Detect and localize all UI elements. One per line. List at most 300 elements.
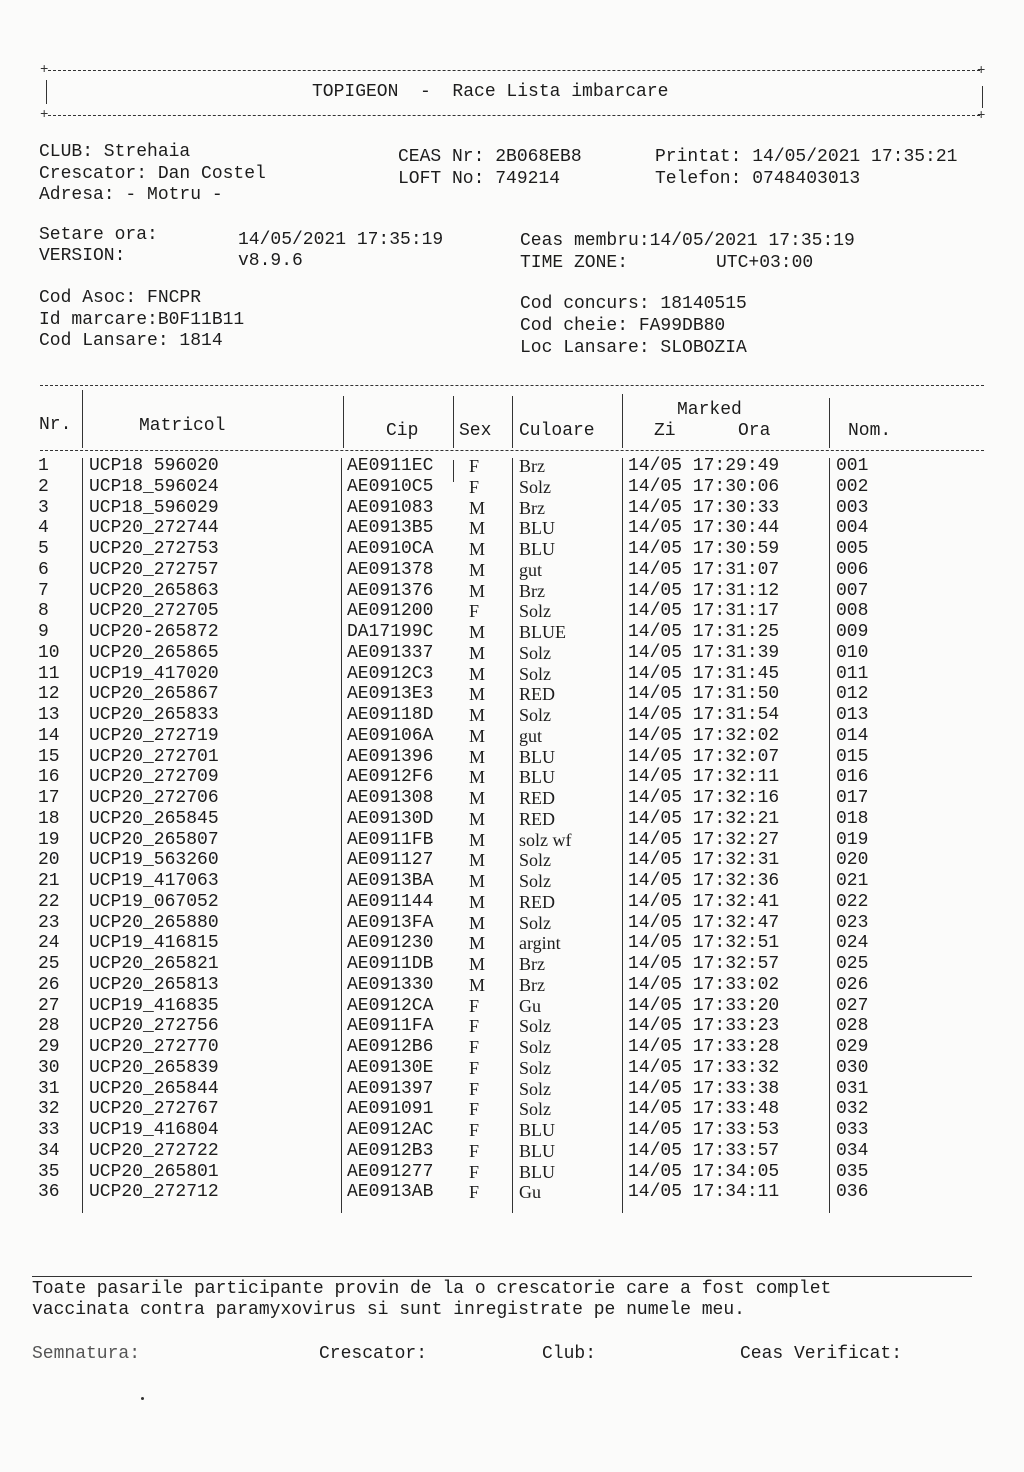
table-row [0, 1037, 1024, 1058]
ink-dot [141, 1397, 144, 1400]
row-culoare: BLU [519, 1161, 555, 1182]
row-nom: 017 [836, 788, 869, 808]
row-nom: 020 [836, 850, 869, 871]
row-sex: F [469, 1140, 480, 1161]
row-cip: AE091397 [347, 1078, 434, 1099]
row-nr: 29 [38, 1037, 60, 1057]
row-marked: 14/05 17:32:07 [628, 746, 780, 767]
row-nom: 003 [836, 497, 869, 518]
row-nr: 12 [38, 684, 60, 705]
table-row [0, 871, 1024, 892]
row-matricol: UCP20_272744 [89, 518, 219, 539]
row-cip: AE0910CA [347, 539, 434, 559]
row-nr: 28 [38, 1016, 60, 1037]
header-sex: Sex [459, 421, 492, 441]
col-divider-marked [829, 398, 830, 448]
row-nom: 002 [836, 476, 869, 497]
row-nom: 014 [836, 725, 869, 746]
row-nr: 16 [38, 767, 60, 788]
row-marked: 14/05 17:31:54 [628, 705, 780, 725]
cod-asoc: Cod Asoc: FNCPR [39, 288, 202, 308]
row-nr: 10 [38, 642, 60, 663]
row-nr: 5 [38, 539, 49, 559]
row-nr: 1 [38, 456, 49, 476]
statement-line-1: Toate pasarile participante provin de la o crescatorie care a fost complet [32, 1279, 832, 1299]
row-culoare: Brz [519, 497, 545, 518]
row-sex: M [469, 725, 486, 746]
table-row [0, 1099, 1024, 1120]
row-culoare: Solz [519, 1037, 552, 1057]
row-nom: 005 [836, 539, 869, 559]
row-cip: AE0912CA [347, 995, 434, 1016]
table-row [0, 684, 1024, 705]
row-cip: AE0911DB [347, 954, 434, 974]
row-marked: 14/05 17:33:32 [628, 1057, 780, 1078]
row-nom: 030 [836, 1057, 869, 1078]
row-culoare: Gu [519, 1182, 541, 1203]
row-cip: AE091127 [347, 850, 434, 871]
row-matricol: UCP18_596029 [89, 497, 219, 518]
row-cip: AE0913FA [347, 912, 434, 933]
row-nom: 025 [836, 954, 869, 974]
table-row [0, 477, 1024, 498]
crescator-line: Crescator: Dan Costel [39, 164, 266, 184]
row-marked: 14/05 17:31:12 [628, 580, 780, 601]
row-culoare: BLU [519, 746, 555, 767]
col-divider-culoare [622, 394, 623, 448]
row-cip: AE0912C3 [347, 663, 434, 684]
row-marked: 14/05 17:32:47 [628, 912, 780, 933]
row-culoare: BLUE [519, 622, 566, 642]
row-marked: 14/05 17:30:59 [628, 539, 780, 559]
title-box-corner-tr: + [977, 63, 986, 79]
row-marked: 14/05 17:33:28 [628, 1037, 780, 1057]
statement-line-2: vaccinata contra paramyxovirus si sunt inregistrate pe numele meu. [32, 1300, 745, 1320]
row-sex: F [469, 1120, 480, 1140]
header-culoare: Culoare [519, 421, 595, 441]
row-matricol: UCP20_265863 [89, 580, 219, 601]
table-row [0, 1058, 1024, 1079]
row-marked: 14/05 17:30:44 [628, 518, 780, 539]
time-zone-label: TIME ZONE: [520, 253, 629, 273]
row-matricol: UCP20_265880 [89, 912, 219, 933]
table-row [0, 643, 1024, 664]
row-culoare: Solz [519, 601, 552, 622]
row-sex: M [469, 518, 486, 539]
row-nr: 33 [38, 1120, 60, 1140]
row-culoare: Solz [519, 642, 552, 663]
row-sex: F [469, 1037, 480, 1057]
row-cip: AE0911FB [347, 829, 434, 850]
row-sex: M [469, 746, 486, 767]
row-nr: 18 [38, 808, 60, 829]
row-culoare: Solz [519, 663, 552, 684]
header-nom: Nom. [848, 421, 892, 441]
row-culoare: Solz [519, 705, 552, 725]
col-divider-nr [82, 390, 83, 448]
row-culoare: Solz [519, 850, 552, 871]
row-matricol: UCP20_272767 [89, 1099, 219, 1120]
row-nr: 6 [38, 559, 49, 580]
row-sex: M [469, 580, 486, 601]
row-cip: AE0913BA [347, 871, 434, 891]
row-marked: 14/05 17:31:45 [628, 663, 780, 684]
row-marked: 14/05 17:32:36 [628, 871, 780, 891]
setare-ora-label: Setare ora: [39, 225, 158, 245]
loc-lansare: Loc Lansare: SLOBOZIA [520, 338, 747, 358]
row-matricol: UCP19_563260 [89, 850, 219, 871]
col-divider-sex [512, 396, 513, 448]
row-cip: AE09130D [347, 808, 434, 829]
row-nr: 31 [38, 1078, 60, 1099]
row-sex: M [469, 684, 486, 705]
row-sex: F [469, 1182, 480, 1203]
row-sex: F [469, 476, 480, 497]
row-culoare: Solz [519, 871, 552, 891]
row-marked: 14/05 17:33:20 [628, 995, 780, 1016]
row-nom: 015 [836, 746, 869, 767]
row-cip: AE091277 [347, 1161, 434, 1182]
club-line: CLUB: Strehaia [39, 142, 191, 162]
row-marked: 14/05 17:32:27 [628, 829, 780, 850]
row-matricol: UCP20_272753 [89, 539, 219, 559]
row-sex: F [469, 1016, 480, 1037]
row-culoare: Solz [519, 1016, 552, 1037]
row-nom: 004 [836, 518, 869, 539]
table-header-top-border [40, 385, 984, 386]
row-culoare: RED [519, 788, 555, 808]
row-sex: F [469, 1057, 480, 1078]
row-matricol: UCP20_272757 [89, 559, 219, 580]
page-title: TOPIGEON - Race Lista imbarcare [312, 82, 669, 102]
row-sex: F [469, 1078, 480, 1099]
row-matricol: UCP20_265845 [89, 808, 219, 829]
row-nom: 034 [836, 1140, 869, 1161]
row-cip: AE091308 [347, 788, 434, 808]
printat: Printat: 14/05/2021 17:35:21 [655, 147, 958, 167]
row-sex: M [469, 808, 486, 829]
row-sex: M [469, 871, 486, 891]
row-cip: AE09106A [347, 725, 434, 746]
row-cip: AE0913E3 [347, 684, 434, 705]
row-nr: 35 [38, 1161, 60, 1182]
adresa-line: Adresa: - Motru - [39, 185, 223, 205]
row-marked: 14/05 17:32:51 [628, 933, 780, 954]
footer-rule [32, 1276, 972, 1277]
row-matricol: UCP20_272770 [89, 1037, 219, 1057]
row-sex: M [469, 850, 486, 871]
row-nom: 018 [836, 808, 869, 829]
row-nr: 36 [38, 1182, 60, 1203]
row-cip: AE0910C5 [347, 476, 434, 497]
header-ora: Ora [738, 421, 771, 441]
row-marked: 14/05 17:32:02 [628, 725, 780, 746]
row-nr: 3 [38, 497, 49, 518]
row-marked: 14/05 17:34:11 [628, 1182, 780, 1203]
row-sex: F [469, 601, 480, 622]
row-matricol: UCP20-265872 [89, 622, 219, 642]
table-row [0, 913, 1024, 934]
row-matricol: UCP20_265813 [89, 974, 219, 995]
row-nom: 031 [836, 1078, 869, 1099]
title-box-right-border [982, 86, 983, 108]
title-box-left-border [46, 80, 47, 104]
table-row [0, 1079, 1024, 1100]
row-marked: 14/05 17:30:33 [628, 497, 780, 518]
row-nom: 035 [836, 1161, 869, 1182]
row-culoare: Brz [519, 456, 545, 476]
row-nr: 30 [38, 1057, 60, 1078]
row-marked: 14/05 17:32:11 [628, 767, 780, 788]
row-sex: M [469, 788, 486, 808]
row-nr: 24 [38, 933, 60, 954]
row-nr: 26 [38, 974, 60, 995]
row-nr: 19 [38, 829, 60, 850]
id-marcare: Id marcare:B0F11B11 [39, 310, 245, 330]
row-cip: AE091378 [347, 559, 434, 580]
table-row [0, 954, 1024, 975]
header-marked: Marked [677, 400, 742, 420]
table-row [0, 456, 1024, 477]
row-nr: 2 [38, 476, 49, 497]
row-nom: 036 [836, 1182, 869, 1203]
table-row [0, 664, 1024, 685]
row-nom: 026 [836, 974, 869, 995]
row-cip: AE0912AC [347, 1120, 434, 1140]
row-nr: 13 [38, 705, 60, 725]
table-row [0, 996, 1024, 1017]
row-culoare: RED [519, 684, 555, 705]
loft-no: LOFT No: 749214 [398, 169, 561, 189]
row-nom: 013 [836, 705, 869, 725]
row-culoare: solz wf [519, 829, 572, 850]
table-row [0, 726, 1024, 747]
row-nom: 029 [836, 1037, 869, 1057]
semnatura-label: Semnatura: [32, 1344, 141, 1364]
row-marked: 14/05 17:32:16 [628, 788, 780, 808]
table-row [0, 1182, 1024, 1203]
row-cip: AE09130E [347, 1057, 434, 1078]
table-header-bottom-border [40, 450, 984, 451]
col-divider-matricol [343, 396, 344, 448]
row-cip: AE091376 [347, 580, 434, 601]
row-matricol: UCP20_265833 [89, 705, 219, 725]
row-matricol: UCP20_272719 [89, 725, 219, 746]
row-matricol: UCP20_272722 [89, 1140, 219, 1161]
time-zone-value: UTC+03:00 [716, 253, 814, 273]
version-label: VERSION: [39, 246, 126, 266]
row-matricol: UCP19_416835 [89, 995, 219, 1016]
table-row [0, 1162, 1024, 1183]
header-nr: Nr. [39, 415, 72, 435]
row-matricol: UCP19_417063 [89, 871, 219, 891]
table-row [0, 539, 1024, 560]
row-nom: 028 [836, 1016, 869, 1037]
row-marked: 14/05 17:32:21 [628, 808, 780, 829]
row-marked: 14/05 17:30:06 [628, 476, 780, 497]
row-marked: 14/05 17:33:23 [628, 1016, 780, 1037]
row-culoare: RED [519, 808, 555, 829]
row-nom: 011 [836, 663, 869, 684]
row-nom: 001 [836, 456, 869, 476]
club-label: Club: [542, 1344, 597, 1364]
row-matricol: UCP19_416815 [89, 933, 219, 954]
row-nom: 019 [836, 829, 869, 850]
cod-cheie: Cod cheie: FA99DB80 [520, 316, 726, 336]
version-value: v8.9.6 [238, 251, 303, 271]
row-matricol: UCP20_272706 [89, 788, 219, 808]
row-nr: 25 [38, 954, 60, 974]
row-matricol: UCP18 596020 [89, 456, 219, 476]
row-sex: F [469, 1161, 480, 1182]
header-cip: Cip [386, 421, 419, 441]
row-nr: 21 [38, 871, 60, 891]
row-sex: M [469, 705, 486, 725]
row-nom: 024 [836, 933, 869, 954]
row-matricol: UCP20_265839 [89, 1057, 219, 1078]
row-marked: 14/05 17:33:38 [628, 1078, 780, 1099]
title-box-corner-bl: + [40, 107, 49, 123]
setare-ora-value: 14/05/2021 17:35:19 [238, 230, 444, 250]
row-culoare: RED [519, 891, 555, 912]
row-marked: 14/05 17:33:48 [628, 1099, 780, 1120]
row-culoare: Brz [519, 974, 545, 995]
row-sex: F [469, 1099, 480, 1120]
table-body [0, 456, 1024, 1203]
row-nr: 8 [38, 601, 49, 622]
row-sex: F [469, 995, 480, 1016]
row-culoare: Solz [519, 1099, 552, 1120]
table-row [0, 1016, 1024, 1037]
row-nr: 4 [38, 518, 49, 539]
row-culoare: Solz [519, 1057, 552, 1078]
row-matricol: UCP20_272705 [89, 601, 219, 622]
row-culoare: Solz [519, 1078, 552, 1099]
row-nr: 17 [38, 788, 60, 808]
row-culoare: BLU [519, 1140, 555, 1161]
row-culoare: Solz [519, 476, 552, 497]
row-matricol: UCP20_272756 [89, 1016, 219, 1037]
row-cip: AE0913AB [347, 1182, 434, 1203]
row-cip: AE091144 [347, 891, 434, 912]
row-culoare: BLU [519, 539, 555, 559]
row-nr: 9 [38, 622, 49, 642]
row-nr: 7 [38, 580, 49, 601]
row-culoare: Brz [519, 954, 545, 974]
row-marked: 14/05 17:31:07 [628, 559, 780, 580]
row-culoare: BLU [519, 1120, 555, 1140]
row-cip: AE091230 [347, 933, 434, 954]
row-culoare: gut [519, 725, 543, 746]
row-marked: 14/05 17:32:41 [628, 891, 780, 912]
table-row [0, 518, 1024, 539]
title-box-bottom-border [48, 115, 980, 116]
row-cip: AE091091 [347, 1099, 434, 1120]
row-matricol: UCP20_265844 [89, 1078, 219, 1099]
row-nom: 021 [836, 871, 869, 891]
header-matricol: Matricol [139, 416, 226, 436]
row-nr: 11 [38, 663, 60, 684]
row-marked: 14/05 17:33:53 [628, 1120, 780, 1140]
row-culoare: gut [519, 559, 543, 580]
row-culoare: BLU [519, 518, 555, 539]
row-nom: 007 [836, 580, 869, 601]
row-sex: M [469, 767, 486, 788]
table-row [0, 560, 1024, 581]
row-nom: 006 [836, 559, 869, 580]
row-nr: 34 [38, 1140, 60, 1161]
row-cip: DA17199C [347, 622, 434, 642]
row-culoare: BLU [519, 767, 555, 788]
row-matricol: UCP20_272701 [89, 746, 219, 767]
row-cip: AE091330 [347, 974, 434, 995]
col-divider-cip [453, 396, 454, 448]
row-cip: AE091083 [347, 497, 434, 518]
table-row [0, 622, 1024, 643]
crescator-label: Crescator: [319, 1344, 428, 1364]
row-marked: 14/05 17:29:49 [628, 456, 780, 476]
row-nr: 20 [38, 850, 60, 871]
row-sex: M [469, 622, 486, 642]
row-cip: AE09118D [347, 705, 434, 725]
row-nr: 32 [38, 1099, 60, 1120]
row-nom: 016 [836, 767, 869, 788]
row-cip: AE091337 [347, 642, 434, 663]
row-matricol: UCP20_265807 [89, 829, 219, 850]
row-nom: 032 [836, 1099, 869, 1120]
row-matricol: UCP19_067052 [89, 891, 219, 912]
ceas-nr: CEAS Nr: 2B068EB8 [398, 147, 582, 167]
row-matricol: UCP20_272709 [89, 767, 219, 788]
title-box-corner-tl: + [40, 62, 49, 78]
row-matricol: UCP20_265865 [89, 642, 219, 663]
row-cip: AE091200 [347, 601, 434, 622]
table-row [0, 1120, 1024, 1141]
row-sex: M [469, 912, 486, 933]
row-sex: M [469, 933, 486, 954]
row-matricol: UCP19_417020 [89, 663, 219, 684]
table-row [0, 1141, 1024, 1162]
row-sex: M [469, 829, 486, 850]
table-row [0, 788, 1024, 809]
row-sex: M [469, 891, 486, 912]
table-row [0, 705, 1024, 726]
cod-concurs: Cod concurs: 18140515 [520, 294, 747, 314]
row-matricol: UCP19_416804 [89, 1120, 219, 1140]
row-marked: 14/05 17:34:05 [628, 1161, 780, 1182]
row-marked: 14/05 17:31:25 [628, 622, 780, 642]
table-row [0, 830, 1024, 851]
row-marked: 14/05 17:33:02 [628, 974, 780, 995]
table-row [0, 892, 1024, 913]
ceas-verificat-label: Ceas Verificat: [740, 1344, 903, 1364]
title-box-top-border [48, 70, 980, 71]
table-row [0, 850, 1024, 871]
row-cip: AE0912B6 [347, 1037, 434, 1057]
row-culoare: argint [519, 933, 561, 954]
row-matricol: UCP20_265821 [89, 954, 219, 974]
row-nom: 022 [836, 891, 869, 912]
ceas-membru: Ceas membru:14/05/2021 17:35:19 [520, 231, 855, 251]
table-row [0, 601, 1024, 622]
row-marked: 14/05 17:31:17 [628, 601, 780, 622]
row-cip: AE091396 [347, 746, 434, 767]
row-cip: AE0911EC [347, 456, 434, 476]
row-marked: 14/05 17:31:50 [628, 684, 780, 705]
row-cip: AE0911FA [347, 1016, 434, 1037]
table-row [0, 933, 1024, 954]
cod-lansare: Cod Lansare: 1814 [39, 331, 223, 351]
